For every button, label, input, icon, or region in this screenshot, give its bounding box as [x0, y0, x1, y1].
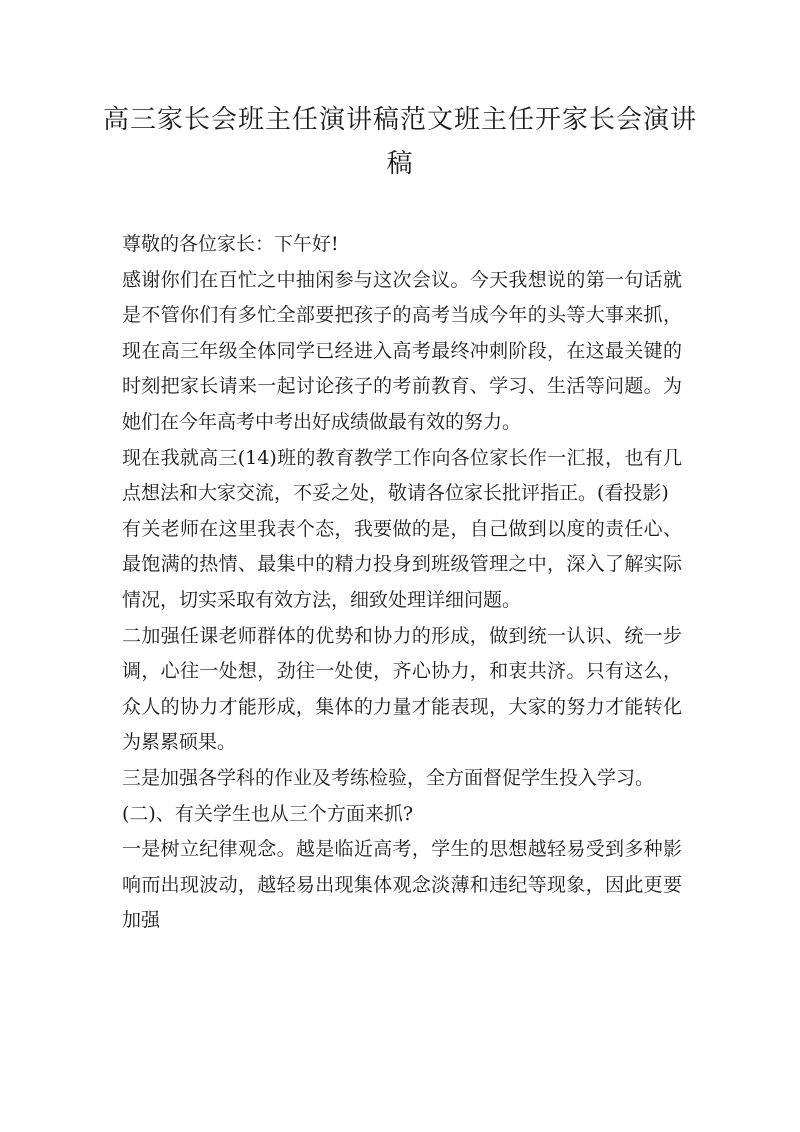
body-paragraph: 感谢你们在百忙之中抽闲参与这次会议。今天我想说的第一句话就是不管你们有多忙全部要把孩子的高考当成今年的头等大事来抓，现在高三年级全体同学已经进入高考最终冲刺阶段，在这最关键的时刻把家长请来一起讨论孩子的考前教育、学习、生活等问题。为她们在今年高考中考出好成绩做最有效的努力。 — [122, 268, 682, 433]
body-paragraph: 一是树立纪律观念。越是临近高考，学生的思想越轻易受到多种影响而出现波动，越轻易出现集体观念淡薄和违纪等现象，因此更要加强 — [122, 838, 682, 932]
body-paragraph: 二加强任课老师群体的优势和协力的形成，做到统一认识、统一步调，心往一处想，劲往一处使，齐心协力，和衷共济。只有这么，众人的协力才能形成，集体的力量才能表现，大家的努力才能转化为累累硕果。 — [122, 624, 682, 754]
greeting-paragraph: 尊敬的各位家长：下午好! — [122, 233, 339, 255]
body-paragraph: 三是加强各学科的作业及考练检验，全方面督促学生投入学习。 — [122, 766, 655, 789]
section-heading: (二)、有关学生也从三个方面来抓? — [122, 802, 414, 825]
body-paragraph: 现在我就高三(14)班的教育教学工作向各位家长作一汇报，也有几点想法和大家交流，不妥之处，敬请各位家长批评指正。(看投影) — [122, 446, 682, 505]
document-title: 高三家长会班主任演讲稿范文班主任开家长会演讲稿 — [102, 105, 697, 179]
body-paragraph: 有关老师在这里我表个态，我要做的是，自己做到以度的责任心、最饱满的热情、最集中的精力投身到班级管理之中，深入了解实际情况，切实采取有效方法，细致处理详细问题。 — [122, 517, 682, 611]
document-body — [122, 227, 682, 939]
